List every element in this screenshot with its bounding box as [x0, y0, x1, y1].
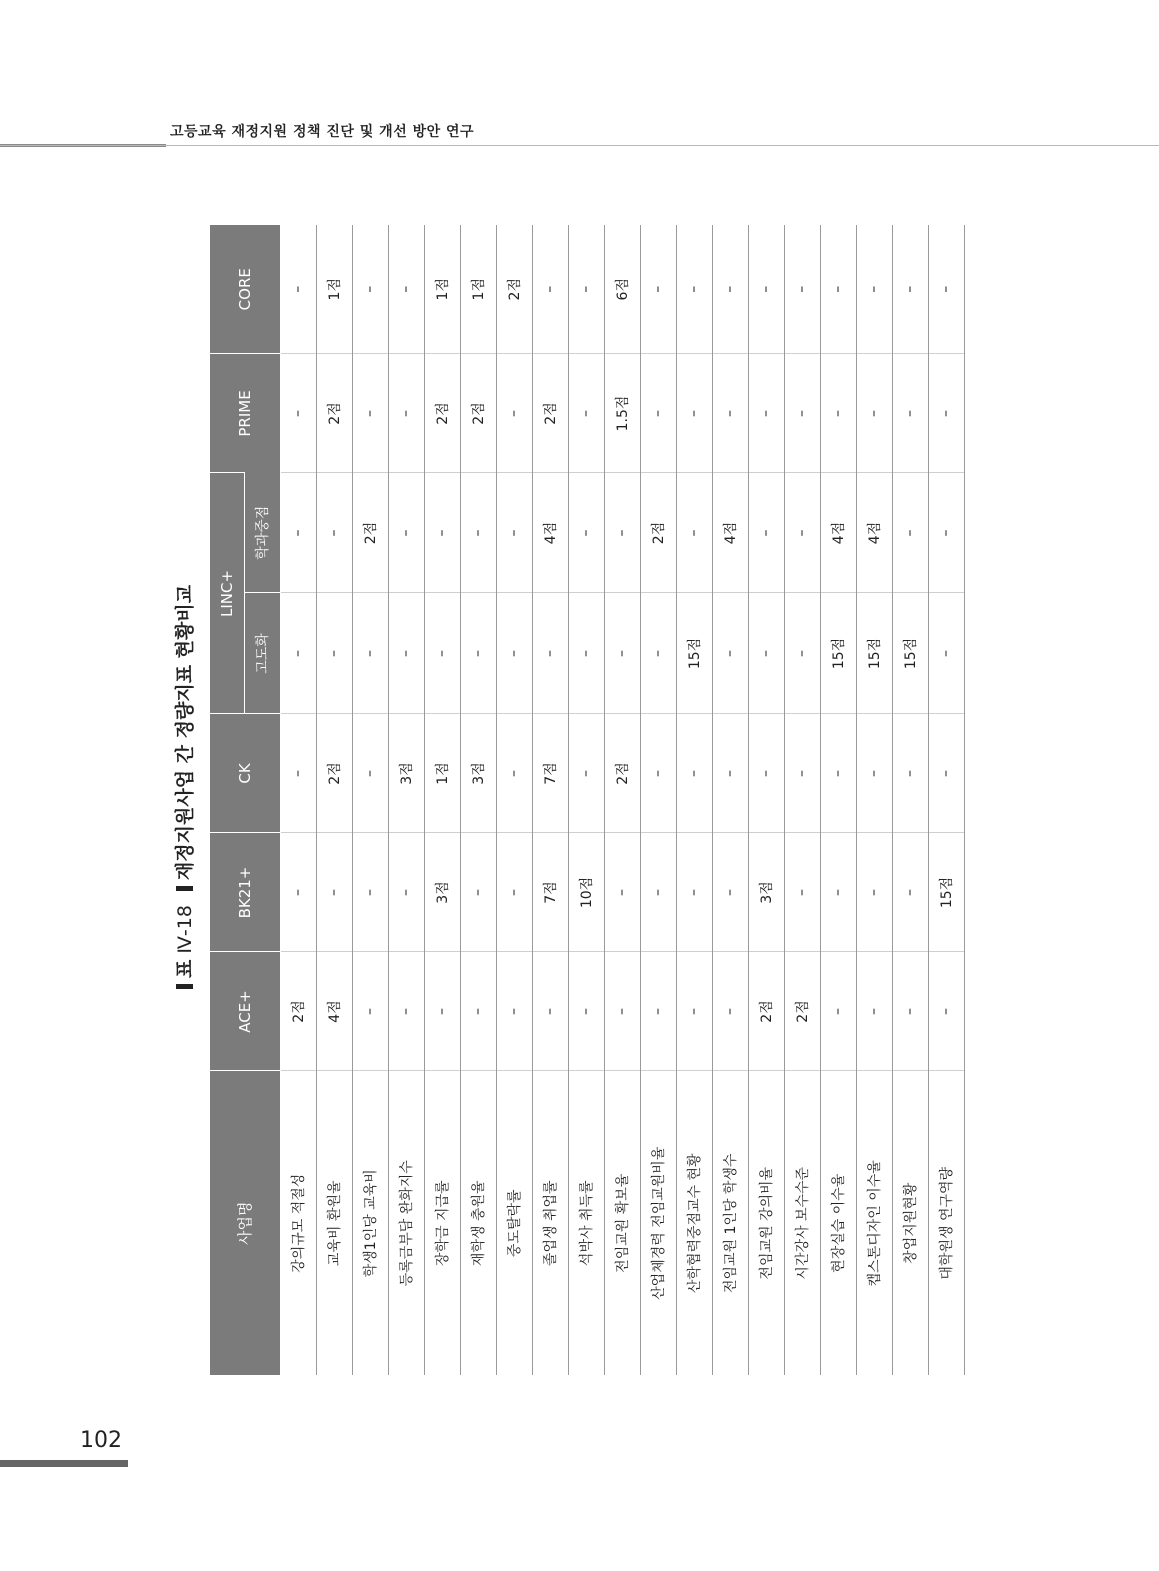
table-row	[856, 225, 892, 1375]
cell-linc2: –	[892, 473, 928, 593]
cell-name: 산학협력중점교수 현황	[676, 1071, 712, 1375]
cell-prime: 2점	[532, 354, 568, 473]
cell-linc2: –	[748, 473, 784, 593]
cell-bk: 3점	[748, 833, 784, 952]
cell-ace: –	[892, 952, 928, 1071]
rotated-table-block	[170, 225, 990, 1375]
cell-name: 교육비 환원율	[316, 1071, 352, 1375]
cell-linc1: 15점	[676, 593, 712, 714]
cell-core: 6점	[604, 225, 640, 354]
table-row	[460, 225, 496, 1375]
cell-ck: 7점	[532, 714, 568, 833]
cell-linc2: –	[928, 473, 964, 593]
table-row	[712, 225, 748, 1375]
cell-core: –	[928, 225, 964, 354]
cell-linc1: –	[316, 593, 352, 714]
cell-name: 졸업생 취업률	[532, 1071, 568, 1375]
cell-core: 1점	[424, 225, 460, 354]
cell-name: 대학원생 연구역량	[928, 1071, 964, 1375]
cell-bk: 3점	[424, 833, 460, 952]
indicator-comparison-table	[210, 225, 965, 1375]
table-row	[820, 225, 856, 1375]
cell-prime: 1.5점	[604, 354, 640, 473]
cell-ck: 1점	[424, 714, 460, 833]
cell-name: 전임교원 확보율	[604, 1071, 640, 1375]
cell-name: 창업지원현황	[892, 1071, 928, 1375]
cell-ck: –	[352, 714, 388, 833]
cell-ck: –	[748, 714, 784, 833]
cell-linc2: 2점	[640, 473, 676, 593]
cell-core: –	[856, 225, 892, 354]
cell-ace: –	[568, 952, 604, 1071]
cell-prime: –	[676, 354, 712, 473]
header-linc: LINC+	[210, 473, 244, 714]
cell-core: –	[388, 225, 424, 354]
cell-linc2: 4점	[532, 473, 568, 593]
cell-core: –	[748, 225, 784, 354]
caption-number: Ⅳ-18	[174, 905, 196, 954]
cell-ace: 2점	[748, 952, 784, 1071]
cell-linc2: –	[388, 473, 424, 593]
cell-name: 중도탈락률	[496, 1071, 532, 1375]
cell-linc2: –	[424, 473, 460, 593]
cell-ace: 4점	[316, 952, 352, 1071]
cell-name: 등록금부담 완화지수	[388, 1071, 424, 1375]
cell-bk: 10점	[568, 833, 604, 952]
cell-prime: 2점	[424, 354, 460, 473]
cell-prime: 2점	[460, 354, 496, 473]
cell-ace: –	[496, 952, 532, 1071]
cell-bk: 15점	[928, 833, 964, 952]
cell-linc1: –	[388, 593, 424, 714]
table-row	[604, 225, 640, 1375]
cell-linc2: 4점	[712, 473, 748, 593]
caption-bar-left	[176, 984, 193, 989]
caption-label: 표	[174, 959, 196, 978]
table-row	[352, 225, 388, 1375]
cell-ck: –	[568, 714, 604, 833]
cell-bk: –	[856, 833, 892, 952]
cell-ck: 3점	[460, 714, 496, 833]
table-row	[748, 225, 784, 1375]
cell-ace: –	[856, 952, 892, 1071]
cell-linc1: –	[352, 593, 388, 714]
cell-core: –	[676, 225, 712, 354]
cell-core: 1점	[316, 225, 352, 354]
cell-linc2: –	[568, 473, 604, 593]
cell-bk: 7점	[532, 833, 568, 952]
cell-prime: –	[928, 354, 964, 473]
table-row	[496, 225, 532, 1375]
cell-linc2: –	[496, 473, 532, 593]
cell-prime: –	[784, 354, 820, 473]
header-ace: ACE+	[210, 952, 280, 1071]
cell-bk: –	[316, 833, 352, 952]
cell-bk: –	[712, 833, 748, 952]
cell-linc1: –	[280, 593, 316, 714]
table-row	[640, 225, 676, 1375]
cell-bk: –	[640, 833, 676, 952]
cell-linc2: –	[784, 473, 820, 593]
cell-ace: –	[424, 952, 460, 1071]
cell-ace: –	[460, 952, 496, 1071]
cell-ace: –	[532, 952, 568, 1071]
cell-ace: –	[604, 952, 640, 1071]
cell-ace: –	[676, 952, 712, 1071]
cell-name: 전임교원 강의비율	[748, 1071, 784, 1375]
header-name: 사업명	[210, 1071, 280, 1375]
cell-bk: –	[892, 833, 928, 952]
cell-bk: –	[784, 833, 820, 952]
cell-linc2: –	[604, 473, 640, 593]
cell-bk: –	[604, 833, 640, 952]
header-core: CORE	[210, 225, 280, 354]
cell-linc1: –	[640, 593, 676, 714]
cell-prime: –	[820, 354, 856, 473]
cell-name: 재학생 충원율	[460, 1071, 496, 1375]
cell-bk: –	[280, 833, 316, 952]
cell-bk: –	[388, 833, 424, 952]
table-body	[280, 225, 964, 1375]
header-linc-department: 학과중점	[244, 473, 280, 593]
cell-linc2: –	[676, 473, 712, 593]
cell-linc1: –	[496, 593, 532, 714]
cell-linc2: –	[280, 473, 316, 593]
header-linc-advanced: 고도화	[244, 593, 280, 714]
cell-bk: –	[676, 833, 712, 952]
cell-linc1: –	[712, 593, 748, 714]
cell-prime: –	[568, 354, 604, 473]
cell-ck: –	[676, 714, 712, 833]
table-caption	[170, 585, 200, 995]
cell-linc1: 15점	[892, 593, 928, 714]
cell-ace: –	[928, 952, 964, 1071]
header-ck: CK	[210, 714, 280, 833]
cell-prime: –	[388, 354, 424, 473]
cell-name: 캡스톤디자인 이수율	[856, 1071, 892, 1375]
cell-ace: 2점	[280, 952, 316, 1071]
cell-linc1: 15점	[856, 593, 892, 714]
cell-core: –	[532, 225, 568, 354]
cell-prime: –	[280, 354, 316, 473]
caption-title: 재정지원사업 간 정량지표 현황비교	[174, 584, 196, 881]
running-header: 고등교육 재정지원 정책 진단 및 개선 방안 연구	[170, 124, 475, 140]
cell-core: –	[352, 225, 388, 354]
table-row	[928, 225, 964, 1375]
cell-ck: –	[784, 714, 820, 833]
cell-linc1: –	[748, 593, 784, 714]
cell-ck: –	[640, 714, 676, 833]
table-row	[532, 225, 568, 1375]
cell-linc1: –	[784, 593, 820, 714]
table-row	[280, 225, 316, 1375]
cell-linc1: –	[460, 593, 496, 714]
cell-ck: –	[712, 714, 748, 833]
cell-core: 1점	[460, 225, 496, 354]
cell-linc1: –	[424, 593, 460, 714]
cell-ace: –	[640, 952, 676, 1071]
cell-prime: 2점	[316, 354, 352, 473]
page-number: 102	[80, 1428, 122, 1453]
cell-prime: –	[496, 354, 532, 473]
cell-linc2: 4점	[856, 473, 892, 593]
cell-prime: –	[640, 354, 676, 473]
table-row	[316, 225, 352, 1375]
cell-ck: 2점	[316, 714, 352, 833]
table-row	[676, 225, 712, 1375]
cell-ace: –	[712, 952, 748, 1071]
table-row	[388, 225, 424, 1375]
cell-prime: –	[712, 354, 748, 473]
cell-ace: –	[352, 952, 388, 1071]
caption-bar-right	[176, 886, 193, 891]
cell-core: –	[784, 225, 820, 354]
cell-prime: –	[748, 354, 784, 473]
header-bk: BK21+	[210, 833, 280, 952]
cell-core: 2점	[496, 225, 532, 354]
cell-ck: –	[496, 714, 532, 833]
cell-bk: –	[820, 833, 856, 952]
cell-prime: –	[856, 354, 892, 473]
cell-ace: –	[388, 952, 424, 1071]
cell-ck: –	[928, 714, 964, 833]
cell-linc2: –	[316, 473, 352, 593]
cell-name: 강의규모 적절성	[280, 1071, 316, 1375]
cell-linc2: 4점	[820, 473, 856, 593]
cell-ace: 2점	[784, 952, 820, 1071]
cell-bk: –	[352, 833, 388, 952]
cell-linc1: –	[928, 593, 964, 714]
cell-ck: –	[856, 714, 892, 833]
cell-core: –	[820, 225, 856, 354]
cell-linc1: –	[604, 593, 640, 714]
cell-name: 학생1인당 교육비	[352, 1071, 388, 1375]
cell-linc1: –	[532, 593, 568, 714]
cell-ck: –	[820, 714, 856, 833]
cell-name: 석박사 취득률	[568, 1071, 604, 1375]
cell-core: –	[892, 225, 928, 354]
cell-linc2: 2점	[352, 473, 388, 593]
cell-ck: 2점	[604, 714, 640, 833]
table-row	[892, 225, 928, 1375]
cell-prime: –	[352, 354, 388, 473]
cell-linc2: –	[460, 473, 496, 593]
header-prime: PRIME	[210, 354, 280, 473]
cell-name: 시간강사 보수수준	[784, 1071, 820, 1375]
cell-core: –	[280, 225, 316, 354]
cell-ck: –	[892, 714, 928, 833]
table-row	[784, 225, 820, 1375]
cell-linc1: –	[568, 593, 604, 714]
cell-ck: 3점	[388, 714, 424, 833]
cell-prime: –	[892, 354, 928, 473]
cell-ck: –	[280, 714, 316, 833]
table-row	[424, 225, 460, 1375]
cell-name: 전임교원 1인당 학생수	[712, 1071, 748, 1375]
cell-name: 산업체경력 전임교원비율	[640, 1071, 676, 1375]
cell-ace: –	[820, 952, 856, 1071]
cell-core: –	[568, 225, 604, 354]
cell-name: 장학금 지급률	[424, 1071, 460, 1375]
cell-core: –	[640, 225, 676, 354]
footer-bar	[0, 1460, 128, 1467]
table-row	[568, 225, 604, 1375]
cell-name: 현장실습 이수율	[820, 1071, 856, 1375]
cell-linc1: 15점	[820, 593, 856, 714]
cell-core: –	[712, 225, 748, 354]
header-rule	[0, 145, 1159, 146]
cell-bk: –	[460, 833, 496, 952]
cell-bk: –	[496, 833, 532, 952]
